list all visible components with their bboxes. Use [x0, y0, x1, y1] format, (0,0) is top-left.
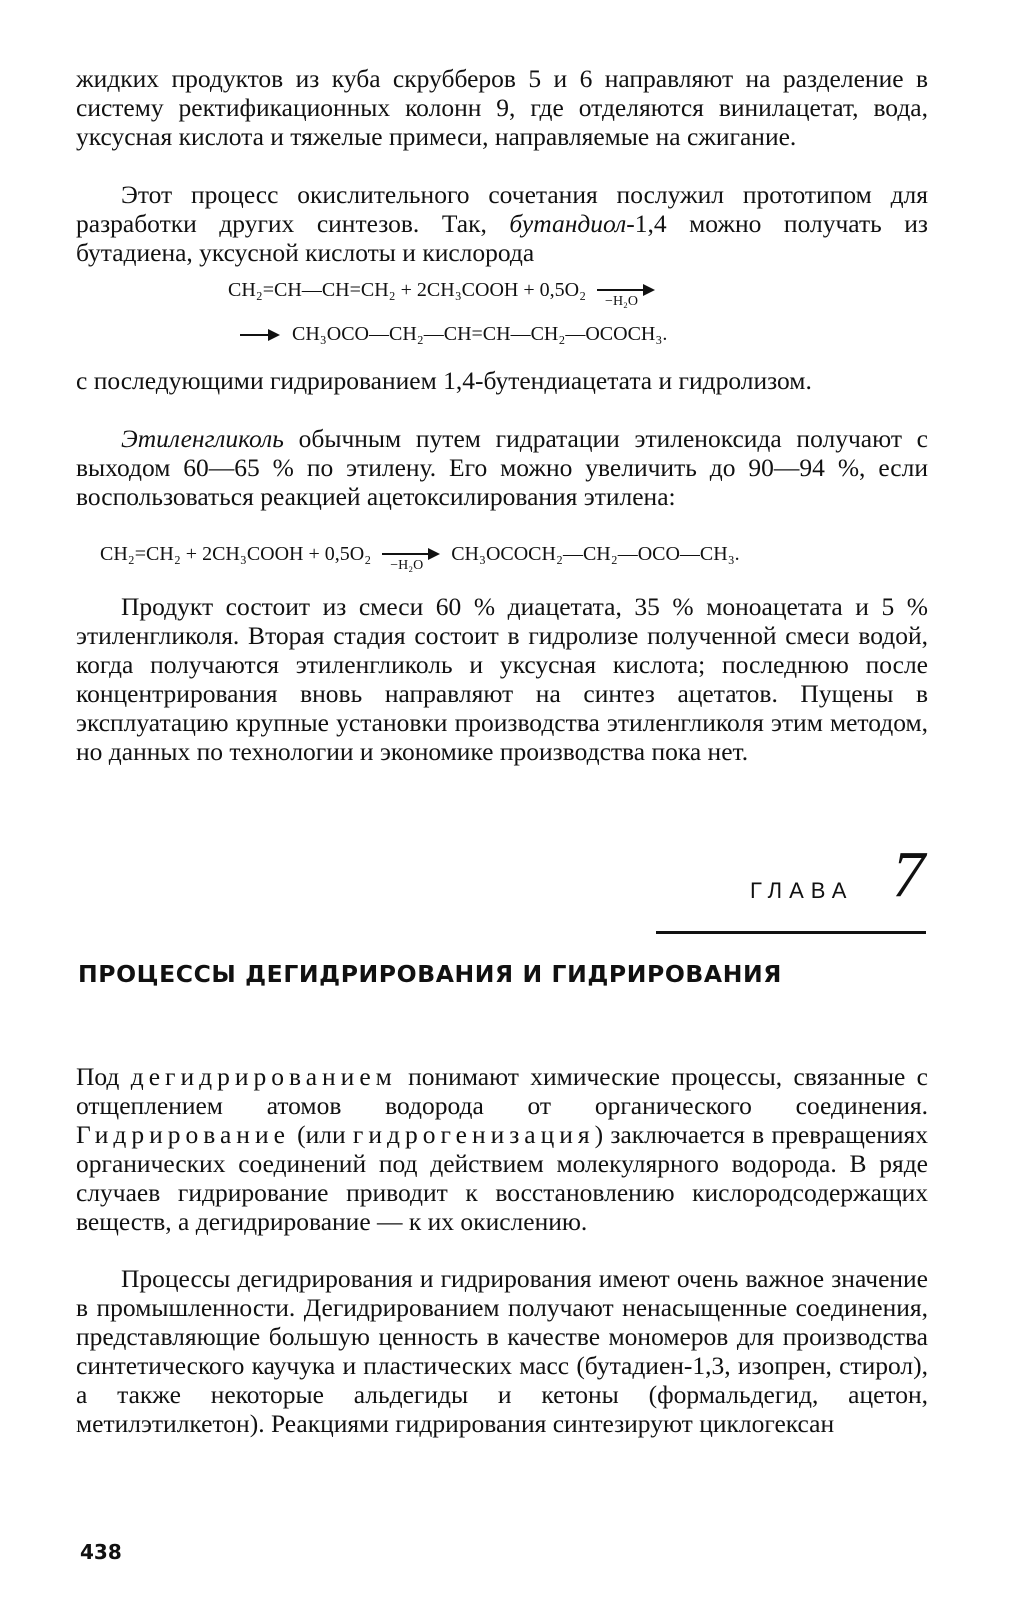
definitions-text-d: ) заключается в превращениях органических соединений под действием молекулярного водорода. В ряде случаев гидрирование приводит к восстановлению кислородсодержащих веществ, а дегидрирование — к их окислению.: [76, 1120, 928, 1236]
equation-2: [100, 542, 740, 574]
term-ethylene-glycol: Этиленгликоль: [121, 424, 284, 453]
reaction-arrow-icon: [240, 324, 280, 346]
definitions-text-a: Под: [76, 1062, 131, 1091]
reaction-arrow-icon: [597, 280, 655, 310]
chapter-title: ПРОЦЕССЫ ДЕГИДРИРОВАНИЯ И ГИДРИРОВАНИЯ: [78, 960, 782, 988]
term-butanediol: бутандиол: [509, 209, 627, 238]
definitions-text-c: (или: [289, 1120, 353, 1149]
equation-1-line-2: [240, 322, 667, 346]
paragraph-prototype: [76, 180, 928, 267]
reaction-arrow-icon: [382, 544, 440, 574]
paragraph-ethylene-glycol: [76, 424, 928, 511]
page-number: 438: [80, 1540, 122, 1564]
definitions-text-b: понимают химические процессы, связанные с отщеплением атомов водорода от органического соединения.: [76, 1062, 929, 1120]
chapter-rule: [656, 931, 926, 934]
paragraph-ethylene-glycol-text: обычным путем гидратации этиленоксида получают с выходом 60—65 % по этилену. Его можно увеличить до 90—94 %, если воспользоваться реакцией ацетоксилирования этилена:: [76, 424, 928, 511]
paragraph-importance-text: Процессы дегидрирования и гидрирования имеют очень важное значение в промышленности. Дегидрированием получают ненасыщенные соединения, представляющие большую ценность в качестве мономеров для производства синтетического каучука и пластических масс (бутадиен-1,3, изопрен, стирол), а также некоторые альдегиды и кетоны (формальдегид, ацетон, метилэтилкетон). Реакциями гидрирования синтезируют циклогексан: [76, 1264, 928, 1438]
equation-1-rhs: CH₃OCO—CH₂—CH=CH—CH₂—OCOCH₃.: [292, 323, 668, 345]
paragraph-prototype-text-a: Этот процесс окислительного сочетания послужил прототипом для разработки других синтезов. Так,: [76, 180, 928, 238]
term-hydrogenation: Гидрирование: [76, 1120, 290, 1149]
paragraph-definitions: [76, 1062, 928, 1236]
equation-1-condition: −H₂O: [605, 294, 639, 310]
equation-2-lhs: CH₂=CH₂ + 2CH₃COOH + 0,5O₂: [100, 543, 372, 565]
paragraph-importance: [76, 1264, 928, 1438]
paragraph-hydrogenation-text: с последующими гидрированием 1,4-бутендиацетата и гидролизом.: [76, 366, 812, 395]
term-hydrogenization: гидрогенизация: [352, 1120, 595, 1149]
chapter-number: 7: [892, 838, 925, 911]
equation-1-line-1: [228, 278, 661, 310]
paragraph-product: [76, 592, 928, 766]
term-dehydrogenation: дегидрированием: [130, 1062, 397, 1091]
equation-2-condition: −H₂O: [390, 558, 424, 574]
equation-1-lhs: CH₂=CH—CH=CH₂ + 2CH₃COOH + 0,5O₂: [228, 279, 587, 301]
paragraph-prototype-text-b: -1,4 можно получать из бутадиена, уксусной кислоты и кислорода: [76, 209, 928, 267]
paragraph-hydrogenation: [76, 366, 928, 395]
paragraph-scrubbers-text: жидких продуктов из куба скрубберов 5 и 6 направляют на разделение в систему ректификационных колонн 9, где отделяются винилацетат, вода, уксусная кислота и тяжелые примеси, направляемые на сжигание.: [76, 64, 928, 151]
chapter-label: ГЛАВА: [750, 878, 854, 903]
paragraph-product-text: Продукт состоит из смеси 60 % диацетата, 35 % моноацетата и 5 % этиленгликоля. Вторая стадия состоит в гидролизе полученной смеси водой, когда получаются этиленгликоль и уксусная кислота; последнюю после концентрирования вновь направляют на синтез ацетатов. Пущены в эксплуатацию крупные установки производства этиленгликоля этим методом, но данных по технологии и экономике производства пока нет.: [76, 592, 928, 766]
paragraph-scrubbers: [76, 64, 928, 151]
equation-2-rhs: CH₃OCOCH₂—CH₂—OCO—CH₃.: [451, 543, 740, 565]
